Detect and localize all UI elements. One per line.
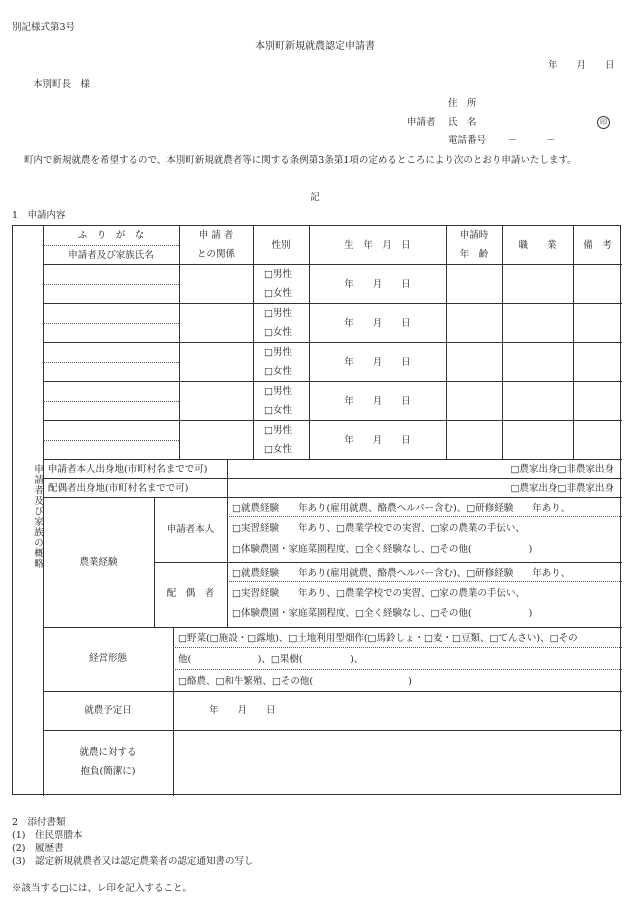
- seal-mark: 印: [597, 116, 610, 129]
- management-line-1[interactable]: □野菜(□施設・□露地)、□土地利用型畑作(□馬鈴しょ・□麦・□豆類、□てんさい)、□その: [178, 633, 578, 644]
- intro-text: 町内で新規就農を希望するので、本別町新規就農者等に関する条例第3条第1項の定めるところにより次のとおり申請いたします。: [24, 155, 577, 166]
- origin-spouse-options[interactable]: □農家出身□非農家出身: [510, 483, 614, 494]
- origin-spouse-label: 配偶者出身地(市町村名までで可): [48, 483, 189, 494]
- spouse-exp-line-3[interactable]: □体験農園・家庭菜園程度、□全く経験なし、□その他( ): [232, 608, 533, 619]
- spouse-label: 配 偶 者: [166, 588, 215, 599]
- ki-mark: 記: [310, 192, 320, 203]
- management-form-label: 経営形態: [88, 653, 127, 664]
- form-number: 別記様式第3号: [12, 22, 76, 33]
- origin-applicant-label: 申請者本人出身地(市町村名までで可): [48, 464, 208, 475]
- applicant-role-label: 申請者: [407, 117, 436, 128]
- farm-experience-label: 農業経験: [79, 557, 118, 568]
- spouse-exp-line-2[interactable]: □実習経験 年あり、□農業学校での実習、□家の農業の手伝い、: [232, 588, 525, 599]
- addressee: 本別町長 様: [33, 79, 91, 90]
- header-relation-2: との関係: [196, 249, 235, 260]
- gender-female-option[interactable]: □女性: [264, 405, 292, 416]
- birth-date-field[interactable]: 年 月 日: [344, 435, 411, 446]
- header-job: 職 業: [518, 240, 557, 251]
- gender-female-option[interactable]: □女性: [264, 288, 292, 299]
- gender-male-option[interactable]: □男性: [264, 269, 292, 280]
- birth-date-field[interactable]: 年 月 日: [344, 279, 411, 290]
- phone-format[interactable]: － －: [508, 135, 556, 146]
- document-title: 本別町新規就農認定申請書: [255, 41, 375, 52]
- attachment-1: (1) 住民票謄本: [12, 830, 83, 841]
- name-label: 氏 名: [448, 117, 477, 128]
- spouse-exp-line-1[interactable]: □就農経験 年あり(雇用就農、酪農ヘルパー含む)、□研修経験 年あり、: [232, 568, 571, 579]
- header-relation-1: 申 請 者: [198, 230, 234, 241]
- gender-male-option[interactable]: □男性: [264, 386, 292, 397]
- header-gender: 性別: [271, 240, 291, 251]
- start-date-label: 就農予定日: [84, 705, 132, 716]
- start-date-field[interactable]: 年 月 日: [209, 705, 276, 716]
- gender-female-option[interactable]: □女性: [264, 327, 292, 338]
- header-name: 申請者及び家族氏名: [68, 250, 154, 261]
- header-note: 備 考: [583, 240, 612, 251]
- address-label: 住 所: [448, 98, 477, 109]
- gender-male-option[interactable]: □男性: [264, 347, 292, 358]
- header-age-1: 申請時: [459, 230, 489, 241]
- section-1-heading: 1 申請内容: [12, 210, 66, 221]
- gender-female-option[interactable]: □女性: [264, 366, 292, 377]
- header-birth: 生 年 月 日: [344, 240, 411, 251]
- side-label: 申請者及び家族の概略: [32, 463, 43, 569]
- applicant-self-label: 申請者本人: [166, 524, 215, 535]
- applicant-exp-line-2[interactable]: □実習経験 年あり、□農業学校での実習、□家の農業の手伝い、: [232, 523, 525, 534]
- header-age-2: 年 齢: [459, 249, 489, 260]
- gender-male-option[interactable]: □男性: [264, 425, 292, 436]
- ambition-label-1: 就農に対する: [79, 747, 137, 758]
- origin-applicant-options[interactable]: □農家出身□非農家出身: [510, 464, 614, 475]
- footnote: ※該当する□には、レ印を記入すること。: [12, 883, 192, 894]
- applicant-exp-line-3[interactable]: □体験農園・家庭菜園程度、□全く経験なし、□その他( ): [232, 544, 533, 555]
- birth-date-field[interactable]: 年 月 日: [344, 318, 411, 329]
- birth-date-field[interactable]: 年 月 日: [344, 357, 411, 368]
- application-table: [12, 225, 621, 795]
- attachment-3: (3) 認定新規就農者又は認定農業者の認定通知書の写し: [12, 856, 254, 867]
- management-line-3[interactable]: □酪農、□和牛繁殖、□その他( ): [178, 676, 412, 687]
- section-2-heading: 2 添付書類: [12, 817, 66, 828]
- gender-male-option[interactable]: □男性: [264, 308, 292, 319]
- ambition-field[interactable]: [174, 731, 621, 795]
- attachment-2: (2) 履歴書: [12, 843, 64, 854]
- applicant-exp-line-1[interactable]: □就農経験 年あり(雇用就農、酪農ヘルパー含む)、□研修経験 年あり、: [232, 503, 571, 514]
- phone-label: 電話番号: [448, 135, 487, 146]
- ambition-label-2: 抱負(簡潔に): [80, 766, 136, 777]
- gender-female-option[interactable]: □女性: [264, 444, 292, 455]
- date-line[interactable]: 年 月 日: [548, 60, 615, 71]
- management-line-2[interactable]: 他( )、□果樹( )、: [178, 654, 364, 665]
- header-furigana: ふ り が な: [77, 230, 145, 241]
- birth-date-field[interactable]: 年 月 日: [344, 396, 411, 407]
